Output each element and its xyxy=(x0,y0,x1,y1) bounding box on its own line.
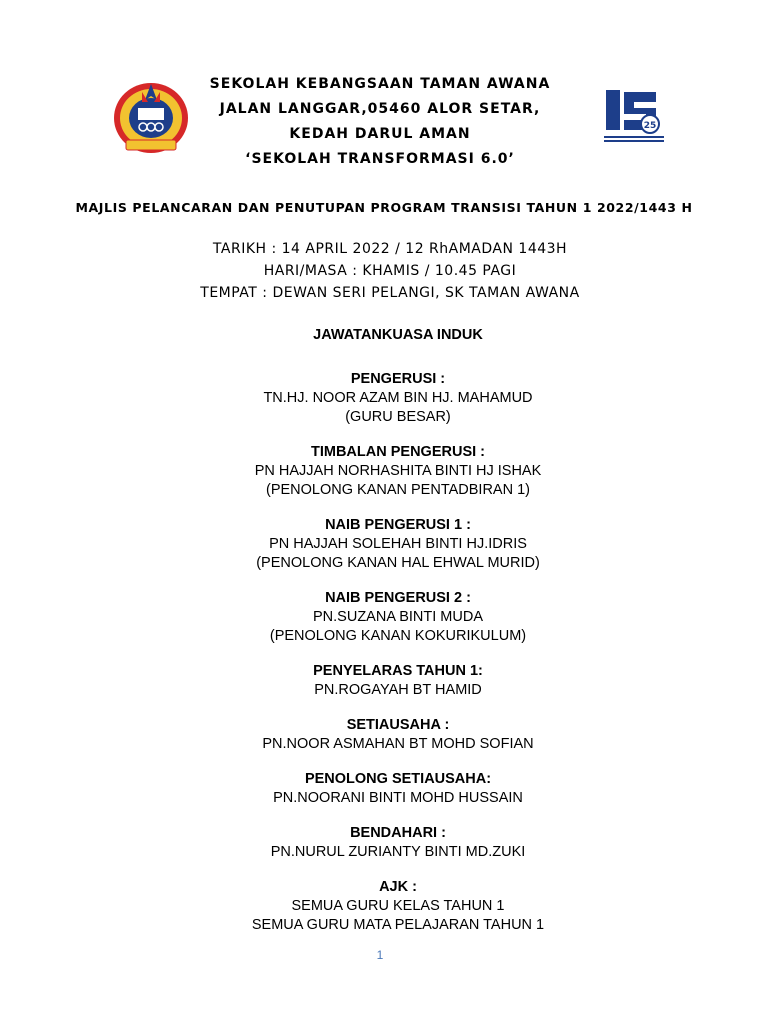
member-name: PN.NOORANI BINTI MOHD HUSSAIN xyxy=(273,790,523,806)
role-ajk: AJK : xyxy=(379,879,417,895)
role-naib-pengerusi-2: NAIB PENGERUSI 2 : xyxy=(325,590,471,606)
svg-text:25: 25 xyxy=(643,121,657,131)
member-name: PN HAJJAH SOLEHAH BINTI HJ.IDRIS xyxy=(269,536,527,552)
member-name: PN HAJJAH NORHASHITA BINTI HJ ISHAK xyxy=(254,463,542,479)
member-title: (PENOLONG KANAN PENTADBIRAN 1) xyxy=(265,482,530,498)
event-day-time: HARI/MASA : KHAMIS / 10.45 PAGI xyxy=(263,263,517,279)
school-slogan: ‘SEKOLAH TRANSFORMASI 6.0’ xyxy=(245,151,515,167)
member-name: PN.NURUL ZURIANTY BINTI MD.ZUKI xyxy=(270,844,526,860)
member-group: SEMUA GURU KELAS TAHUN 1 xyxy=(291,898,505,914)
school-address-street: JALAN LANGGAR,05460 ALOR SETAR, xyxy=(219,101,541,117)
role-penolong-setiausaha: PENOLONG SETIAUSAHA: xyxy=(304,771,492,787)
school-header xyxy=(150,72,610,172)
school-name: SEKOLAH KEBANGSAAN TAMAN AWANA xyxy=(209,76,551,92)
ts25-logo-icon xyxy=(600,82,668,150)
member-name: PN.ROGAYAH BT HAMID xyxy=(314,682,482,698)
member-name: TN.HJ. NOOR AZAM BIN HJ. MAHAMUD xyxy=(263,390,533,406)
member-title: (GURU BESAR) xyxy=(345,409,451,425)
role-bendahari: BENDAHARI : xyxy=(350,825,446,841)
role-penyelaras: PENYELARAS TAHUN 1: xyxy=(313,663,483,679)
member-group: SEMUA GURU MATA PELAJARAN TAHUN 1 xyxy=(251,917,545,933)
member-title: (PENOLONG KANAN KOKURIKULUM) xyxy=(269,628,527,644)
event-info xyxy=(0,238,768,304)
committee-heading: JAWATANKUASA INDUK xyxy=(313,327,483,343)
event-date: TARIKH : 14 APRIL 2022 / 12 RhAMADAN 1443H xyxy=(212,241,568,257)
committee-list xyxy=(0,324,768,935)
page-number: 1 xyxy=(376,948,384,962)
role-pengerusi: PENGERUSI : xyxy=(350,371,446,387)
school-address-state: KEDAH DARUL AMAN xyxy=(289,126,471,142)
member-name: PN.SUZANA BINTI MUDA xyxy=(313,609,483,625)
role-timbalan-pengerusi: TIMBALAN PENGERUSI : xyxy=(311,444,485,460)
event-title: MAJLIS PELANCARAN DAN PENUTUPAN PROGRAM TRANSISI TAHUN 1 2022/1443 H xyxy=(75,200,693,215)
role-naib-pengerusi-1: NAIB PENGERUSI 1 : xyxy=(325,517,471,533)
role-setiausaha: SETIAUSAHA : xyxy=(346,717,450,733)
member-name: PN.NOOR ASMAHAN BT MOHD SOFIAN xyxy=(262,736,534,752)
event-venue: TEMPAT : DEWAN SERI PELANGI, SK TAMAN AWANA xyxy=(200,285,580,301)
member-title: (PENOLONG KANAN HAL EHWAL MURID) xyxy=(256,555,540,571)
